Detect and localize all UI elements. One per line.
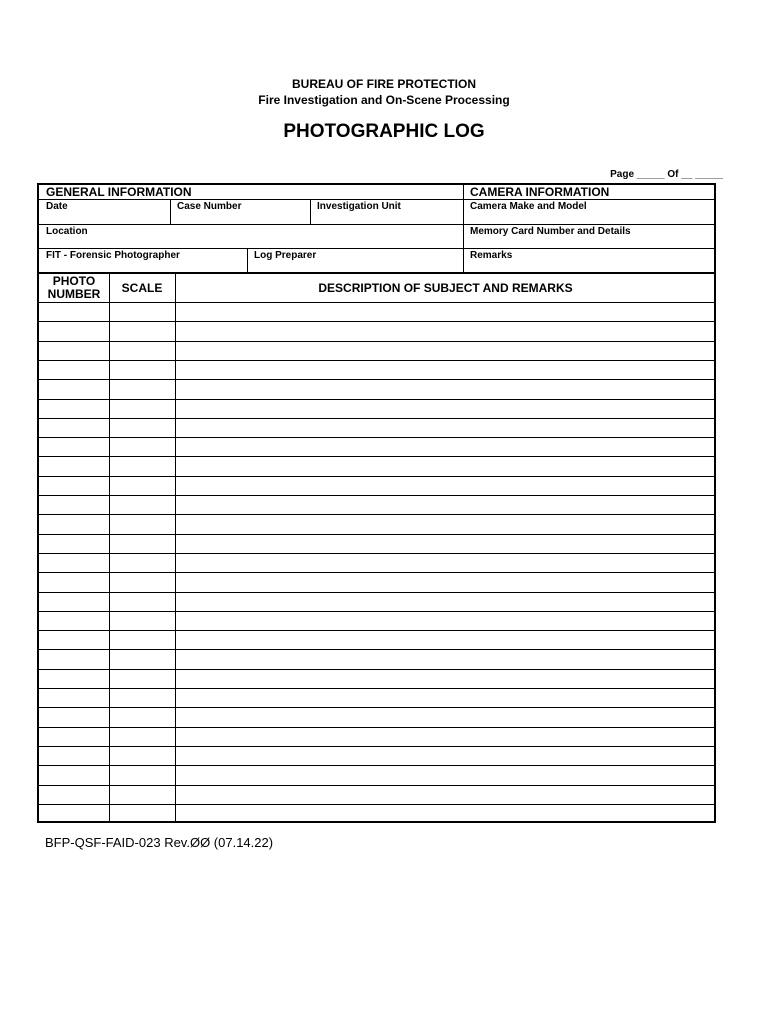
scale-cell[interactable]	[109, 342, 175, 360]
description-cell[interactable]	[175, 728, 716, 746]
photo-number-cell[interactable]	[39, 438, 109, 456]
table-row	[39, 592, 716, 611]
table-row	[39, 495, 716, 514]
camera-make-model-field[interactable]: Camera Make and Model	[470, 201, 587, 212]
description-cell[interactable]	[175, 303, 716, 321]
photo-number-cell[interactable]	[39, 728, 109, 746]
scale-cell[interactable]	[109, 689, 175, 707]
photo-number-cell[interactable]	[39, 322, 109, 340]
photo-number-cell[interactable]	[39, 457, 109, 475]
description-cell[interactable]	[175, 419, 716, 437]
scale-cell[interactable]	[109, 766, 175, 784]
scale-cell[interactable]	[109, 554, 175, 572]
table-row	[39, 302, 716, 321]
photo-number-cell[interactable]	[39, 689, 109, 707]
scale-cell[interactable]	[109, 380, 175, 398]
scale-cell[interactable]	[109, 361, 175, 379]
description-cell[interactable]	[175, 477, 716, 495]
description-cell[interactable]	[175, 496, 716, 514]
photo-number-cell[interactable]	[39, 573, 109, 591]
case-number-field[interactable]: Case Number	[177, 201, 242, 212]
table-row	[39, 456, 716, 475]
scale-cell[interactable]	[109, 515, 175, 533]
memory-card-field[interactable]: Memory Card Number and Details	[470, 226, 631, 237]
divider	[463, 185, 464, 272]
scale-cell[interactable]	[109, 477, 175, 495]
photo-number-cell[interactable]	[39, 342, 109, 360]
table-row	[39, 553, 716, 572]
scale-cell[interactable]	[109, 496, 175, 514]
scale-cell[interactable]	[109, 650, 175, 668]
table-row	[39, 321, 716, 340]
description-cell[interactable]	[175, 766, 716, 784]
camera-remarks-field[interactable]: Remarks	[470, 250, 513, 261]
description-cell[interactable]	[175, 438, 716, 456]
table-row	[39, 437, 716, 456]
form-code: BFP-QSF-FAID-023 Rev.ØØ (07.14.22)	[45, 835, 274, 850]
photo-number-cell[interactable]	[39, 496, 109, 514]
table-row	[39, 630, 716, 649]
description-cell[interactable]	[175, 593, 716, 611]
scale-cell[interactable]	[109, 805, 175, 823]
scale-cell[interactable]	[109, 786, 175, 804]
description-cell[interactable]	[175, 535, 716, 553]
photo-number-cell[interactable]	[39, 612, 109, 630]
scale-cell[interactable]	[109, 438, 175, 456]
table-row	[39, 707, 716, 726]
table-row	[39, 765, 716, 784]
description-cell[interactable]	[175, 747, 716, 765]
divider	[247, 249, 248, 272]
table-row	[39, 341, 716, 360]
divider	[170, 200, 171, 224]
table-row	[39, 785, 716, 804]
description-cell[interactable]	[175, 554, 716, 572]
description-cell[interactable]	[175, 631, 716, 649]
scale-cell[interactable]	[109, 322, 175, 340]
investigation-unit-field[interactable]: Investigation Unit	[317, 201, 401, 212]
description-cell[interactable]	[175, 380, 716, 398]
table-row	[39, 804, 716, 823]
scale-cell[interactable]	[109, 400, 175, 418]
table-row	[39, 418, 716, 437]
description-cell[interactable]	[175, 342, 716, 360]
scale-cell[interactable]	[109, 708, 175, 726]
photo-number-cell[interactable]	[39, 650, 109, 668]
general-information-heading: GENERAL INFORMATION	[46, 185, 192, 199]
photo-number-cell[interactable]	[39, 303, 109, 321]
table-row	[39, 688, 716, 707]
description-cell[interactable]	[175, 805, 716, 823]
description-cell[interactable]	[175, 670, 716, 688]
description-cell[interactable]	[175, 361, 716, 379]
scale-cell[interactable]	[109, 303, 175, 321]
photo-number-cell[interactable]	[39, 708, 109, 726]
table-row	[39, 360, 716, 379]
scale-column-header: SCALE	[121, 280, 163, 295]
photo-number-cell[interactable]	[39, 766, 109, 784]
photo-number-cell[interactable]	[39, 554, 109, 572]
photographic-log-form	[37, 183, 716, 823]
photo-number-cell[interactable]	[39, 670, 109, 688]
log-preparer-field[interactable]: Log Preparer	[254, 250, 317, 261]
table-row	[39, 379, 716, 398]
divider	[310, 200, 311, 224]
photo-number-cell[interactable]	[39, 747, 109, 765]
location-field[interactable]: Location	[46, 226, 88, 237]
description-cell[interactable]	[175, 786, 716, 804]
scale-cell[interactable]	[109, 457, 175, 475]
division-name: Fire Investigation and On-Scene Processing	[258, 93, 510, 107]
photo-number-cell[interactable]	[39, 400, 109, 418]
description-cell[interactable]	[175, 573, 716, 591]
description-cell[interactable]	[175, 689, 716, 707]
description-column-header: DESCRIPTION OF SUBJECT AND REMARKS	[318, 280, 573, 295]
page-title: PHOTOGRAPHIC LOG	[283, 121, 485, 142]
camera-information-heading: CAMERA INFORMATION	[470, 185, 610, 199]
scale-cell[interactable]	[109, 670, 175, 688]
scale-cell[interactable]	[109, 573, 175, 591]
scale-cell[interactable]	[109, 419, 175, 437]
photo-number-cell[interactable]	[39, 380, 109, 398]
table-row	[39, 514, 716, 533]
table-row	[39, 476, 716, 495]
description-cell[interactable]	[175, 322, 716, 340]
description-cell[interactable]	[175, 400, 716, 418]
description-cell[interactable]	[175, 708, 716, 726]
scale-cell[interactable]	[109, 747, 175, 765]
photo-number-cell[interactable]	[39, 419, 109, 437]
scale-cell[interactable]	[109, 728, 175, 746]
table-row	[39, 399, 716, 418]
description-cell[interactable]	[175, 650, 716, 668]
table-row	[39, 572, 716, 591]
photo-number-cell[interactable]	[39, 786, 109, 804]
photo-number-cell[interactable]	[39, 515, 109, 533]
description-cell[interactable]	[175, 612, 716, 630]
table-row	[39, 534, 716, 553]
description-cell[interactable]	[175, 457, 716, 475]
description-cell[interactable]	[175, 515, 716, 533]
page-number-line[interactable]: Page _____ Of __ _____	[610, 169, 723, 180]
scale-cell[interactable]	[109, 535, 175, 553]
date-field[interactable]: Date	[46, 201, 68, 212]
scale-cell[interactable]	[109, 631, 175, 649]
table-row	[39, 746, 716, 765]
table-row	[39, 611, 716, 630]
photo-number-cell[interactable]	[39, 477, 109, 495]
agency-name: BUREAU OF FIRE PROTECTION	[291, 77, 476, 91]
table-row	[39, 669, 716, 688]
photo-number-column-header: PHOTO NUMBER	[47, 274, 101, 301]
photo-number-cell[interactable]	[39, 593, 109, 611]
scale-cell[interactable]	[109, 612, 175, 630]
scale-cell[interactable]	[109, 593, 175, 611]
photo-number-cell[interactable]	[39, 631, 109, 649]
table-row	[39, 649, 716, 668]
photo-number-cell[interactable]	[39, 805, 109, 823]
table-row	[39, 727, 716, 746]
photo-number-cell[interactable]	[39, 535, 109, 553]
photo-number-cell[interactable]	[39, 361, 109, 379]
forensic-photographer-field[interactable]: FIT - Forensic Photographer	[46, 250, 180, 261]
